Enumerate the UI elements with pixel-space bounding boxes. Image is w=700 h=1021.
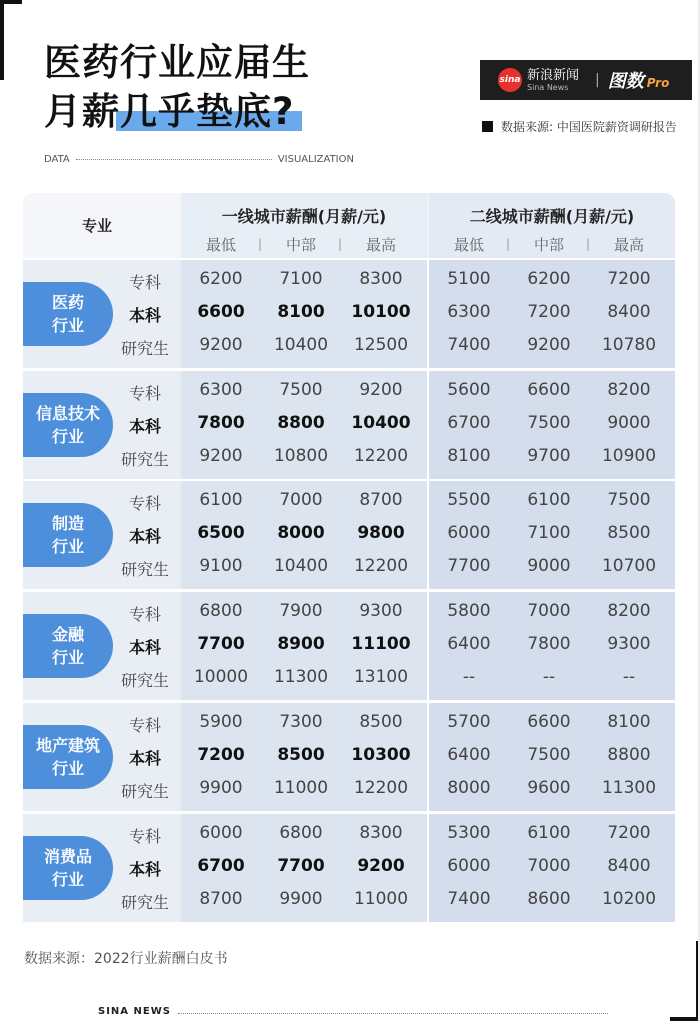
- industry-block: [23, 260, 675, 368]
- source-top-text: 数据来源: 中国医院薪资调研报告: [501, 120, 677, 134]
- salary-cell: 8300: [359, 269, 403, 289]
- education-level: 研究生: [120, 339, 169, 358]
- salary-cell: 7300: [279, 711, 323, 732]
- industry-name: 地产建筑 行业: [35, 735, 100, 778]
- salary-cell: 7200: [607, 822, 651, 843]
- salary-cell: 9200: [527, 335, 571, 355]
- salary-cell: 5500: [447, 490, 491, 511]
- source-note-top: [482, 118, 677, 135]
- corner-mark-top-left-vertical: [0, 0, 4, 80]
- salary-cell: 5900: [199, 711, 243, 732]
- salary-cell: 8400: [607, 855, 651, 876]
- salary-cell: 7200: [197, 744, 245, 765]
- education-level: 研究生: [120, 892, 169, 912]
- salary-cell: 6600: [197, 302, 245, 322]
- corner-mark-bottom-right-horizontal: [670, 1017, 700, 1021]
- salary-cell: 9700: [527, 445, 571, 466]
- education-level: 研究生: [120, 560, 169, 580]
- education-level: 研究生: [120, 671, 169, 691]
- salary-cell: 9200: [199, 445, 243, 466]
- title-line-1: 医药行业应届生: [44, 41, 310, 84]
- salary-cell: 10400: [273, 556, 329, 577]
- salary-cell: 12500: [353, 335, 409, 355]
- industry-name: 消费品 行业: [43, 846, 92, 889]
- salary-cell: --: [462, 667, 476, 688]
- salary-cell: 8500: [277, 744, 325, 765]
- pro-badge: Pro: [646, 76, 670, 90]
- education-level: 专科: [128, 494, 161, 514]
- salary-cell: 6000: [447, 855, 491, 876]
- footer-dotted-line: [178, 1013, 608, 1014]
- salary-cell: 8800: [277, 412, 325, 433]
- header-sub-1: 中部: [285, 236, 316, 254]
- education-level: 本科: [128, 527, 161, 547]
- education-level: 专科: [128, 383, 161, 403]
- salary-cell: 8500: [359, 711, 403, 732]
- industry-name: 金融 行业: [51, 625, 84, 668]
- title-line-2-a: 月薪: [44, 90, 120, 133]
- salary-cell: 8200: [607, 379, 651, 400]
- salary-cell: 8400: [607, 302, 651, 322]
- salary-cell: 6200: [199, 269, 243, 289]
- salary-cell: 8700: [359, 490, 403, 511]
- industry-pill: [23, 836, 113, 900]
- salary-cell: 7700: [197, 634, 245, 655]
- education-level: 专科: [128, 715, 161, 735]
- industry-block: [23, 592, 675, 700]
- salary-cell: 8500: [607, 523, 651, 544]
- salary-cell: 10300: [351, 744, 411, 765]
- salary-cell: 10800: [273, 445, 329, 466]
- header-divider-1: |: [338, 237, 343, 251]
- industry-name: 信息技术 行业: [35, 403, 100, 446]
- salary-cell: --: [622, 667, 636, 688]
- salary-cell: 7900: [279, 601, 323, 622]
- salary-cell: 6100: [527, 822, 571, 843]
- salary-table: [23, 193, 675, 920]
- salary-cell: 6100: [527, 490, 571, 511]
- salary-cell: 7500: [527, 412, 571, 433]
- salary-cell: 13100: [353, 667, 409, 688]
- source-note-bottom: 数据来源：2022行业薪酬白皮书: [24, 951, 228, 967]
- salary-cell: 8300: [359, 822, 403, 843]
- education-level: 本科: [128, 859, 161, 879]
- salary-cell: 7800: [197, 412, 245, 433]
- salary-cell: 10900: [601, 445, 657, 466]
- header-major: 专业: [81, 217, 112, 235]
- salary-cell: 9300: [607, 634, 651, 655]
- header-sub-2: 最高: [365, 236, 396, 254]
- salary-cell: 10700: [601, 556, 657, 577]
- salary-cell: 6600: [527, 379, 571, 400]
- footer-brand: SINA NEWS: [98, 1006, 171, 1017]
- industry-pill: [23, 614, 113, 678]
- salary-cell: 7000: [527, 855, 571, 876]
- salary-cell: 8600: [527, 888, 571, 909]
- salary-cell: 9000: [527, 556, 571, 577]
- industry-block: [23, 371, 675, 479]
- salary-cell: 5300: [447, 822, 491, 843]
- salary-cell: 8900: [277, 634, 325, 655]
- salary-cell: --: [542, 667, 556, 688]
- salary-cell: 7500: [279, 379, 323, 400]
- education-level: 本科: [128, 638, 161, 658]
- salary-cell: 6300: [447, 302, 491, 322]
- salary-cell: 7200: [527, 302, 571, 322]
- salary-cell: 6700: [447, 412, 491, 433]
- salary-cell: 8200: [607, 601, 651, 622]
- salary-cell: 9100: [199, 556, 243, 577]
- salary-cell: 5600: [447, 379, 491, 400]
- page-title: [44, 38, 310, 136]
- salary-cell: 11300: [273, 667, 329, 688]
- salary-cell: 8100: [447, 445, 491, 466]
- salary-cell: 8000: [447, 777, 491, 798]
- salary-cell: 9200: [199, 335, 243, 355]
- salary-cell: 8000: [277, 523, 325, 544]
- salary-cell: 7100: [527, 523, 571, 544]
- square-bullet-icon: [482, 121, 493, 132]
- salary-cell: 12200: [353, 556, 409, 577]
- education-level: 本科: [128, 416, 161, 436]
- salary-cell: 7500: [527, 744, 571, 765]
- salary-cell: 10400: [273, 335, 329, 355]
- salary-cell: 7000: [527, 601, 571, 622]
- salary-cell: 5100: [447, 269, 491, 289]
- education-level: 研究生: [120, 781, 169, 801]
- salary-cell: 7700: [447, 556, 491, 577]
- industry-name: 医药 行业: [51, 293, 84, 335]
- brand-separator: |: [595, 72, 600, 88]
- sina-logo-icon: sina: [498, 68, 522, 92]
- header-sub-0: 最低: [205, 236, 236, 254]
- salary-cell: 12200: [353, 777, 409, 798]
- dotted-divider: [76, 159, 272, 160]
- industry-pill: [23, 725, 113, 789]
- salary-cell: 12200: [353, 445, 409, 466]
- industry-pill: [23, 282, 113, 346]
- education-level: 本科: [128, 748, 161, 768]
- salary-cell: 9200: [357, 855, 405, 876]
- salary-cell: 10100: [351, 302, 411, 322]
- salary-cell: 7400: [447, 335, 491, 355]
- header-divider-0: |: [258, 237, 263, 251]
- salary-cell: 5800: [447, 601, 491, 622]
- salary-cell: 6200: [527, 269, 571, 289]
- salary-cell: 6100: [199, 490, 243, 511]
- salary-cell: 8700: [199, 888, 243, 909]
- header-sub-4: 中部: [533, 236, 564, 254]
- salary-cell: 9000: [607, 412, 651, 433]
- brand-name: [527, 69, 579, 92]
- salary-cell: 8100: [277, 302, 325, 322]
- title-line-2: [44, 87, 310, 136]
- salary-cell: 5700: [447, 711, 491, 732]
- education-level: 专科: [128, 826, 161, 846]
- salary-cell: 11000: [353, 888, 409, 909]
- tushu-logo: 图数: [607, 71, 644, 92]
- salary-cell: 6800: [199, 601, 243, 622]
- industry-block: [23, 814, 675, 922]
- industry-block: [23, 481, 675, 589]
- visualization-label: VISUALIZATION: [277, 154, 354, 165]
- salary-cell: 6600: [527, 711, 571, 732]
- education-level: 专科: [128, 273, 161, 292]
- header-sub-3: 最低: [453, 236, 484, 254]
- brand-banner: [480, 60, 692, 100]
- salary-cell: 11000: [273, 777, 329, 798]
- salary-cell: 7500: [607, 490, 651, 511]
- salary-cell: 6400: [447, 634, 491, 655]
- salary-cell: 10000: [193, 667, 249, 688]
- salary-cell: 10200: [601, 888, 657, 909]
- salary-cell: 7800: [527, 634, 571, 655]
- brand-name-en: Sina News: [527, 82, 569, 92]
- education-level: 本科: [128, 306, 161, 325]
- education-level: 专科: [128, 605, 161, 625]
- salary-cell: 10400: [351, 412, 411, 433]
- header-tier2-city: 二线城市薪酬(月薪/元): [469, 207, 635, 226]
- salary-cell: 9900: [199, 777, 243, 798]
- header-divider-2: |: [506, 237, 511, 251]
- industry-block: [23, 703, 675, 811]
- salary-cell: 7000: [279, 490, 323, 511]
- salary-cell: 6700: [197, 855, 245, 876]
- salary-cell: 10780: [601, 335, 657, 355]
- salary-cell: 9200: [359, 379, 403, 400]
- title-highlight: 几乎垫底?: [120, 90, 295, 133]
- salary-cell: 9600: [527, 777, 571, 798]
- salary-cell: 8100: [607, 711, 651, 732]
- industry-pill: [23, 503, 113, 567]
- brand-name-cn: 新浪新闻: [527, 67, 580, 83]
- salary-cell: 8800: [607, 744, 651, 765]
- header-divider-3: |: [586, 237, 591, 251]
- header-sub-5: 最高: [613, 236, 644, 254]
- salary-cell: 11100: [351, 634, 411, 655]
- salary-cell: 7700: [277, 855, 325, 876]
- industry-pill: [23, 393, 113, 457]
- salary-cell: 6000: [447, 523, 491, 544]
- salary-cell: 7400: [447, 888, 491, 909]
- salary-cell: 6800: [279, 822, 323, 843]
- salary-cell: 11300: [601, 777, 657, 798]
- salary-cell: 9900: [279, 888, 323, 909]
- salary-cell: 7100: [279, 269, 323, 289]
- salary-cell: 6300: [199, 379, 243, 400]
- salary-cell: 6400: [447, 744, 491, 765]
- salary-cell: 9800: [357, 523, 405, 544]
- salary-cell: 6500: [197, 523, 245, 544]
- education-level: 研究生: [120, 449, 169, 469]
- data-visualization-divider: [44, 154, 354, 165]
- salary-cell: 6000: [199, 822, 243, 843]
- data-label: DATA: [44, 154, 70, 165]
- industry-name: 制造 行业: [51, 514, 84, 557]
- header-tier1-city: 一线城市薪酬(月薪/元): [221, 207, 387, 226]
- salary-cell: 7200: [607, 269, 651, 289]
- salary-cell: 9300: [359, 601, 403, 622]
